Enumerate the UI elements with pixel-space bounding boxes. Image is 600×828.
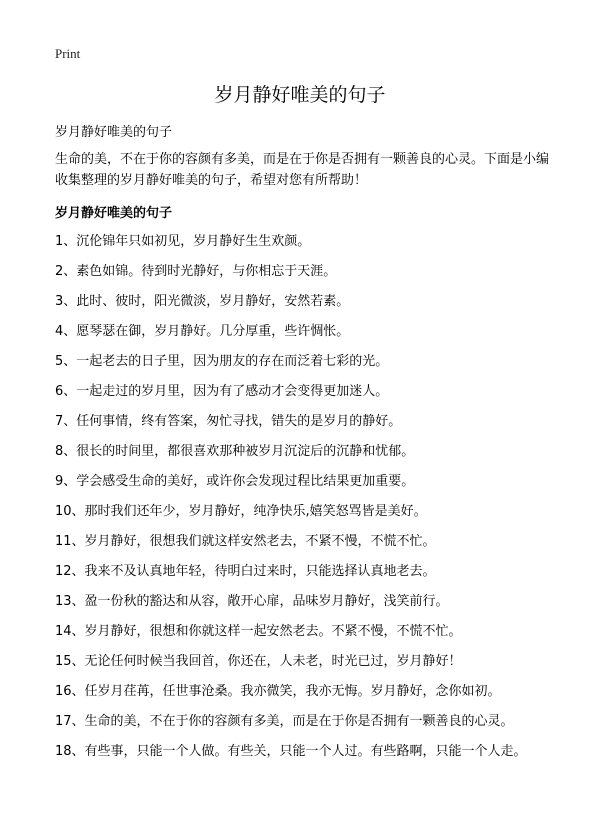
sentence-item: 9、学会感受生命的美好，或许你会发现过程比结果更加重要。 <box>55 474 415 489</box>
sentence-item: 7、任何事情，终有答案，匆忙寻找，错失的是岁月的静好。 <box>55 414 402 429</box>
sentence-item: 4、愿琴瑟在御，岁月静好。几分厚重，些许惆怅。 <box>55 324 350 339</box>
print-label: Print <box>55 46 81 61</box>
sentence-item: 10、那时我们还年少，岁月静好，纯净快乐,嬉笑怒骂皆是美好。 <box>55 504 427 519</box>
sentence-item: 3、此时、彼时，阳光微淡，岁月静好，安然若素。 <box>55 294 350 309</box>
sentence-item: 6、一起走过的岁月里，因为有了感动才会变得更加迷人。 <box>55 384 389 399</box>
sentence-item: 16、任岁月荏苒，任世事沧桑。我亦微笑，我亦无悔。岁月静好，念你如初。 <box>55 684 501 699</box>
subtitle: 岁月静好唯美的句子 <box>55 125 173 140</box>
sentence-item: 12、我来不及认真地年轻，待明白过来时，只能选择认真地老去。 <box>55 564 436 579</box>
sentence-item: 2、素色如锦。待到时光静好，与你相忘于天涯。 <box>55 264 337 279</box>
section-heading: 岁月静好唯美的句子 <box>55 206 173 221</box>
sentence-item: 18、有些事，只能一个人做。有些关，只能一个人过。有些路啊，只能一个人走。 <box>55 744 527 759</box>
sentence-item: 8、很长的时间里，都很喜欢那种被岁月沉淀后的沉静和忧郁。 <box>55 444 415 459</box>
intro-paragraph: 生命的美，不在于你的容颜有多美，而是在于你是否拥有一颗善良的心灵。下面是小编收集整理的岁月静好唯美的句子，希望对您有所帮助！ <box>55 152 550 188</box>
sentence-item: 15、无论任何时候当我回首，你还在，人未老，时光已过，岁月静好！ <box>55 654 462 669</box>
sentence-item: 14、岁月静好，很想和你就这样一起安然老去。不紧不慢，不慌不忙。 <box>55 624 462 639</box>
sentence-item: 13、盈一份秋的豁达和从容，敞开心扉，品味岁月静好，浅笑前行。 <box>55 594 449 609</box>
sentence-item: 17、生命的美，不在于你的容颜有多美，而是在于你是否拥有一颗善良的心灵。 <box>55 714 514 729</box>
sentence-list <box>55 232 575 772</box>
page-title: 岁月静好唯美的句子 <box>214 84 386 106</box>
sentence-item: 5、一起老去的日子里，因为朋友的存在而泛着七彩的光。 <box>55 354 389 369</box>
sentence-item: 1、沉伦锦年只如初见，岁月静好生生欢颜。 <box>55 234 311 249</box>
sentence-item: 11、岁月静好，很想我们就这样安然老去，不紧不慢，不慌不忙。 <box>55 534 436 549</box>
